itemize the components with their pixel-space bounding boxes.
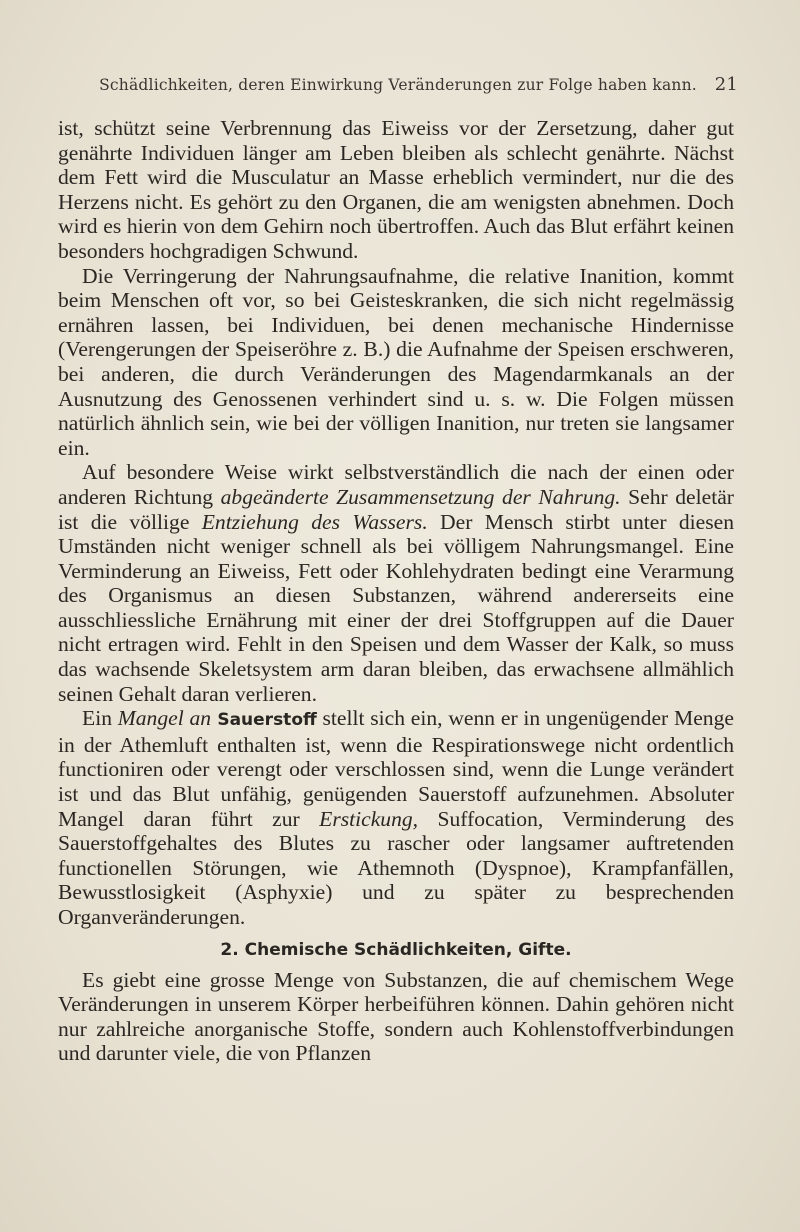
paragraph-4-text-f: Suffocation, Verminderung des Sauerstoffgehaltes des Blutes zu rascher oder langsamer auftretenden functionellen Störungen, wie Athemnoth (Dyspnoe), Krampfanfällen, Bewusstlosigkeit (Asphyxie) und zu später zu besprechenden Organveränderungen. [58,806,735,929]
paragraph-3-text-a: Auf besondere Weise wirkt selbstverständlich die nach der einen oder anderen Richtung [58,460,734,509]
emphasis-mangel: Mangel an [117,706,212,731]
body-text [58,116,734,1066]
running-head [58,76,738,102]
paragraph-3-text-c: Sehr deletär ist die völlige [58,484,734,534]
paragraph-1: ist, schützt seine Verbrennung das Eiweiss vor der Zersetzung, daher gut genährte Individuen länger am Leben bleiben als schlecht genährte. Nächst dem Fett wird die Musculatur an Masse erheblich vermindert, nur die des Herzens nicht. Es gehört zu den Organen, die am wenigsten abnehmen. Doch wird es hierin von dem Gehirn noch übertroffen. Auch das Blut erfährt keinen besonders hochgradigen Schwund. [58,116,734,263]
section-heading: 2. Chemische Schädlichkeiten, Gifte. [220,939,572,960]
paragraph-4-text-d: stellt sich ein, wenn er in ungenügender Menge in der Athemluft enthalten ist, wenn die Respirationswege nicht ordentlich functioniren oder verengt oder verschlossen sind, wenn die Lunge verändert ist und das Blut unfähig, genügenden Sauerstoff aufzunehmen. Absoluter Mangel daran führt zur [58,706,734,831]
page-number: 21 [714,74,738,95]
paragraph-3 [58,460,734,706]
paragraph-2: Die Verringerung der Nahrungsaufnahme, die relative Inanition, kommt beim Menschen oft vor, so bei Geisteskranken, die sich nicht regelmässig ernähren lassen, bei Individuen, bei denen mechanische Hindernisse (Verengerungen der Speiseröhre z. B.) die Aufnahme der Speisen erschweren, bei anderen, die durch Veränderungen des Magendarmkanals an der Ausnutzung des Genossenen verhindert sind u. s. w. Die Folgen müssen natürlich ähnlich sein, wie bei der völligen Inanition, nur treten sie langsamer ein. [58,263,734,460]
keyword-sauerstoff: Sauerstoff [211,710,317,731]
emphasis-wasser: Entziehung des Wassers. [201,509,428,534]
paragraph-4 [58,706,734,929]
emphasis-erstickung: Erstickung, [319,806,419,831]
paragraph-4-text-a: Ein [82,706,118,731]
running-head-title: Schädlichkeiten, deren Einwirkung Veränderungen zur Folge haben kann. [99,76,697,94]
paragraph-5: Es giebt eine grosse Menge von Substanzen, die auf chemischem Wege Veränderungen in unserem Körper herbeiführen können. Dahin gehören nicht nur zahlreiche anorganische Stoffe, sondern auch Kohlenstoffverbindungen und darunter viele, die von Pflanzen [58,967,734,1066]
paragraph-3-text-e: Der Mensch stirbt unter diesen Umständen nicht weniger schnell als bei völligem Nahrungsmangel. Eine Verminderung an Eiweiss, Fett oder Kohlehydraten bedingt eine Verarmung des Organismus an diesen Substanzen, während andererseits eine ausschliessliche Ernährung mit einer der drei Stoffgruppen auf die Dauer nicht ertragen wird. Fehlt in den Speisen und dem Wasser der Kalk, so muss das wachsende Skeletsystem arm daran bleiben, das erwachsene allmählich seinen Gehalt daran verlieren. [58,509,735,706]
emphasis-nahrung: abgeänderte Zusammensetzung der Nahrung. [220,484,621,509]
